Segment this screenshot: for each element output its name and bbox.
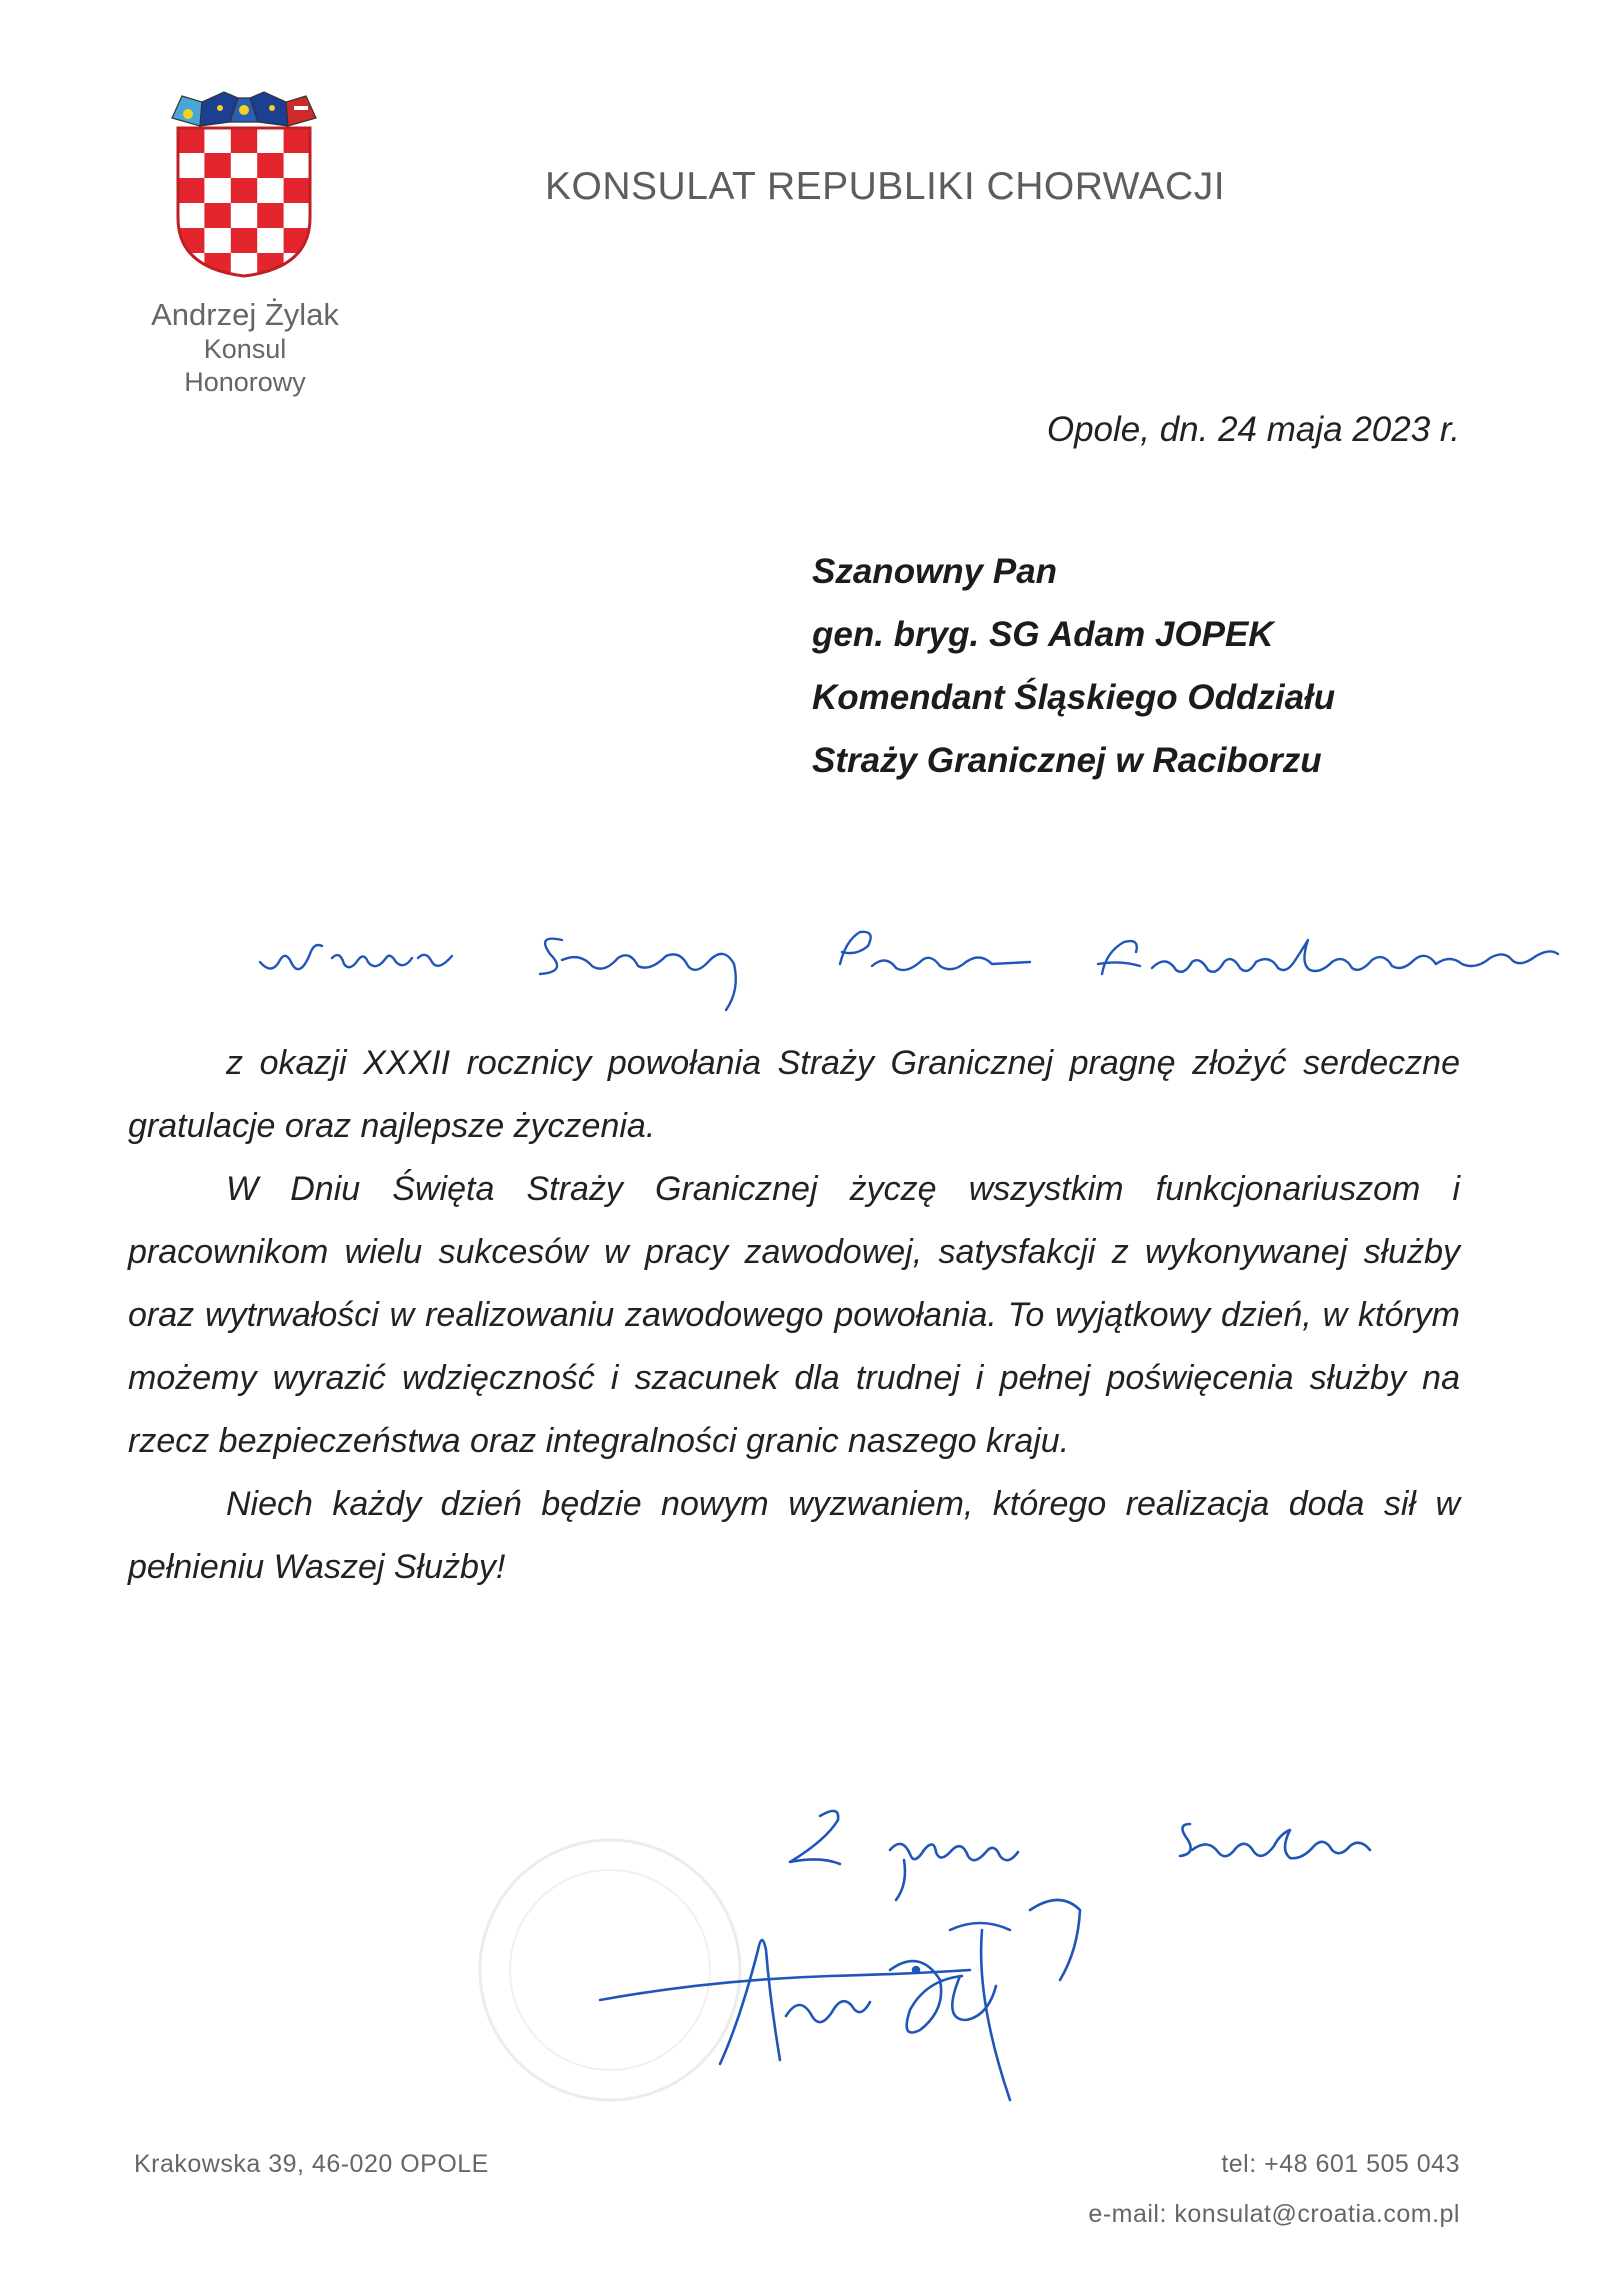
date-line: Opole, dn. 24 maja 2023 r. [1046,410,1460,449]
checker-square [284,128,311,154]
checker-square [231,203,258,229]
checker-square [257,178,284,204]
checker-square [178,153,205,179]
checker-square [204,153,231,179]
checker-square [204,228,231,254]
consul-role: Konsul [203,334,287,365]
checker-square [231,228,258,254]
checker-square [178,203,205,229]
coat-of-arms-icon [168,88,320,278]
checker-square [204,128,231,154]
body-paragraph-3: Niech każdy dzień będzie nowym wyzwaniem, którego realizacja doda sił w pełnieniu Waszej Służby! [128,1485,1460,1586]
checker-square [178,128,205,154]
checker-square [231,128,258,154]
consul-name: Andrzej Żylak [151,297,339,332]
handwritten-salutation [240,880,1570,1020]
recipient-unit: Straży Granicznej w Raciborzu [812,741,1322,780]
recipient-name: gen. bryg. SG Adam JOPEK [812,615,1274,654]
checker-square [257,228,284,254]
checker-square [231,178,258,204]
consul-block [110,296,380,398]
checker-square [284,153,311,179]
footer-phone: tel: +48 601 505 043 [1221,2150,1460,2178]
checker-square [284,178,311,204]
handwritten-closing [590,1780,1510,2120]
letter-body [128,1032,1460,1599]
checker-square [178,178,205,204]
checker-square [284,253,311,278]
checker-square [284,203,311,229]
checker-square [204,203,231,229]
footer-email: e-mail: konsulat@croatia.com.pl [1088,2200,1460,2228]
consul-role-honorary: Honorowy [184,366,306,397]
checker-square [257,203,284,229]
footer-address: Krakowska 39, 46-020 OPOLE [134,2150,489,2178]
recipient-greeting: Szanowny Pan [812,552,1058,591]
recipient-block [812,540,1335,792]
institution-title: KONSULAT REPUBLIKI CHORWACJI [545,165,1226,208]
recipient-title: Komendant Śląskiego Oddziału [812,678,1336,717]
body-paragraph-2: W Dniu Święta Straży Granicznej życzę wszystkim funkcjonariuszom i pracownikom wielu sukcesów w pracy zawodowej, satysfakcji z wykonywanej służby oraz wytrwałości w realizowaniu zawodowego powołania. To wyjątkowy dzień, w którym możemy wyrazić wdzięczność i szacunek dla trudnej i pełnej poświęcenia służby na rzecz bezpieczeństwa oraz integralności granic naszego kraju. [128,1170,1460,1460]
checker-square [204,178,231,204]
checker-square [257,153,284,179]
checker-square [257,128,284,154]
body-paragraph-1: z okazji XXXII rocznicy powołania Straży Granicznej pragnę złożyć serdeczne gratulacje oraz najlepsze życzenia. [128,1044,1460,1145]
checker-square [231,153,258,179]
